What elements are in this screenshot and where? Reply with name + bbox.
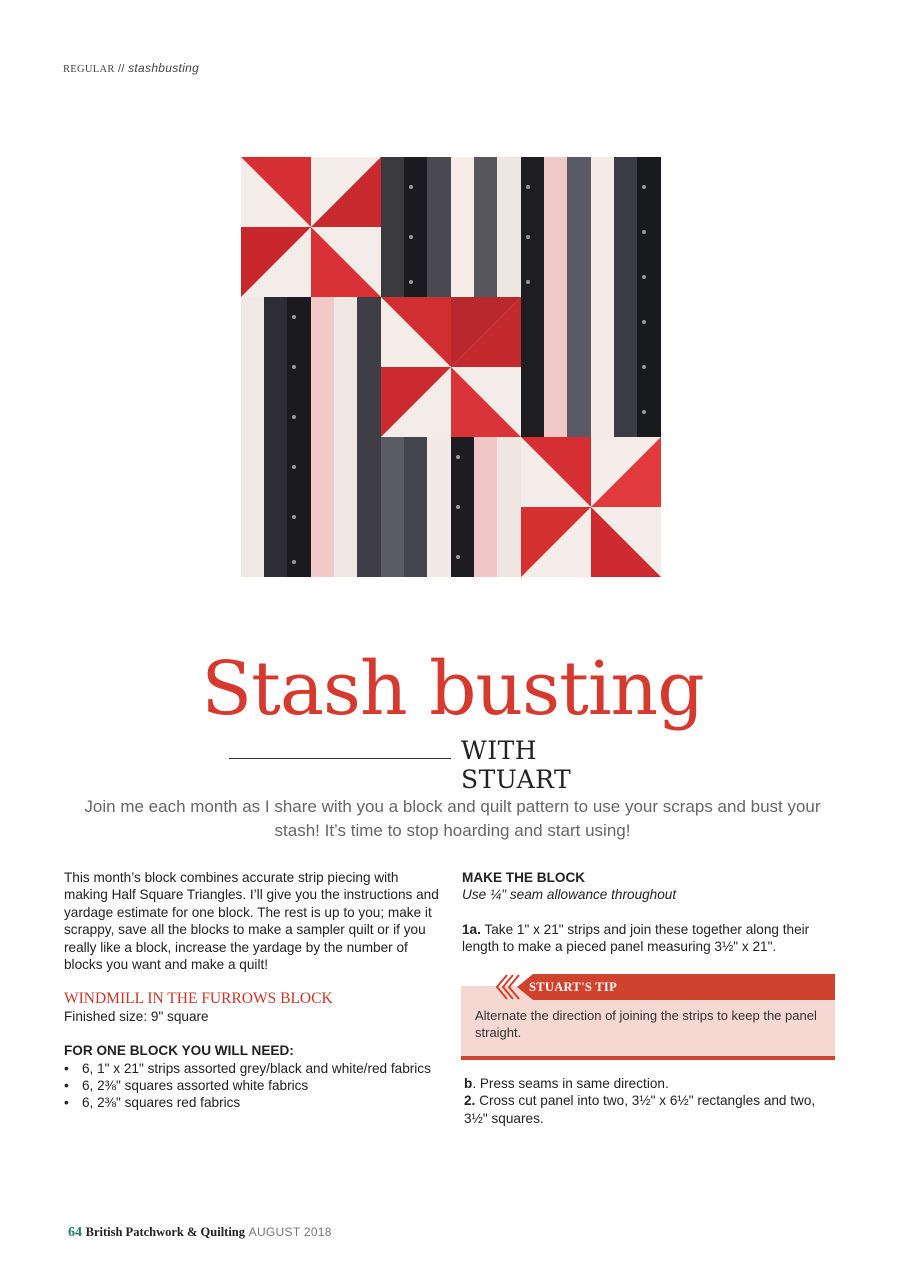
quilt-block-photo: [241, 157, 661, 577]
step-1a-text: Take 1" x 21" strips and join these together along their length to make a pieced panel measuring 3½" x 21".: [462, 921, 810, 955]
seam-note: Use ¼" seam allowance throughout: [462, 887, 677, 903]
title-sub: WITH STUART: [461, 736, 572, 794]
step-b-label: b: [464, 1076, 473, 1091]
tip-text: Alternate the direction of joining the strips to keep the panel straight.: [475, 1008, 817, 1040]
requirements-list: [64, 1060, 446, 1112]
step-2-text: Cross cut panel into two, 3½" x 6½" rectangles and two, 3½" squares.: [464, 1093, 816, 1126]
step-2: [464, 1092, 840, 1127]
title-rule: [229, 758, 451, 759]
right-column: [462, 869, 838, 956]
title-subline: [229, 736, 649, 794]
strip-panel-left: [241, 297, 381, 577]
right-column-continued: [464, 1075, 840, 1127]
issue-date: AUGUST 2018: [248, 1225, 332, 1239]
finished-size: Finished size: 9" square: [64, 1008, 209, 1024]
header-separator: //: [118, 63, 125, 75]
page-number: 64: [68, 1225, 82, 1240]
step-b: [464, 1075, 840, 1092]
left-column: [64, 869, 446, 1112]
article-title: Stash busting: [201, 646, 704, 732]
strip-panel-top: [381, 157, 661, 297]
list-item: • 6, 1" x 21" strips assorted grey/black and white/red fabrics: [64, 1060, 446, 1077]
make-block-heading: MAKE THE BLOCK: [462, 870, 586, 885]
strip-panel-bottom: [381, 437, 521, 577]
step-b-text: . Press seams in same direction.: [472, 1076, 669, 1091]
pinwheel-bottom-right: [521, 437, 661, 577]
step-1a: [462, 921, 838, 956]
stuarts-tip-box: [461, 974, 835, 1062]
pinwheel-center: [381, 297, 521, 437]
header-section: REGULAR: [63, 64, 115, 75]
running-header: [63, 61, 199, 75]
header-subsection: stashbusting: [128, 61, 200, 75]
tip-label: STUART'S TIP: [529, 980, 618, 994]
page-footer: [68, 1224, 332, 1241]
list-item: • 6, 2⅜" squares assorted white fabrics: [64, 1077, 446, 1094]
requirements-heading: FOR ONE BLOCK YOU WILL NEED:: [64, 1043, 294, 1059]
pinwheel-top-left: [241, 157, 381, 297]
magazine-name: British Patchwork & Quilting: [85, 1225, 246, 1239]
step-2-label: 2.: [464, 1093, 476, 1109]
list-item: • 6, 2⅜" squares red fabrics: [64, 1094, 446, 1111]
block-title: WINDMILL IN THE FURROWS BLOCK: [64, 990, 333, 1008]
strip-panel-middle: [521, 297, 661, 437]
intro-paragraph: This month’s block combines accurate strip piecing with making Half Square Triangles. I’ll give you the instructions and yardage estimate for one block. The rest is up to you; make it scrappy, save all the blocks to make a sampler quilt or if you really like a block, increase the yardage by the number of blocks you want and make a quilt!: [64, 870, 439, 973]
intro-text: Join me each month as I share with you a block and quilt pattern to use your scraps and bust your stash! It’s time to stop hoarding and start using!: [84, 797, 821, 840]
step-1a-label: 1a.: [462, 921, 481, 937]
